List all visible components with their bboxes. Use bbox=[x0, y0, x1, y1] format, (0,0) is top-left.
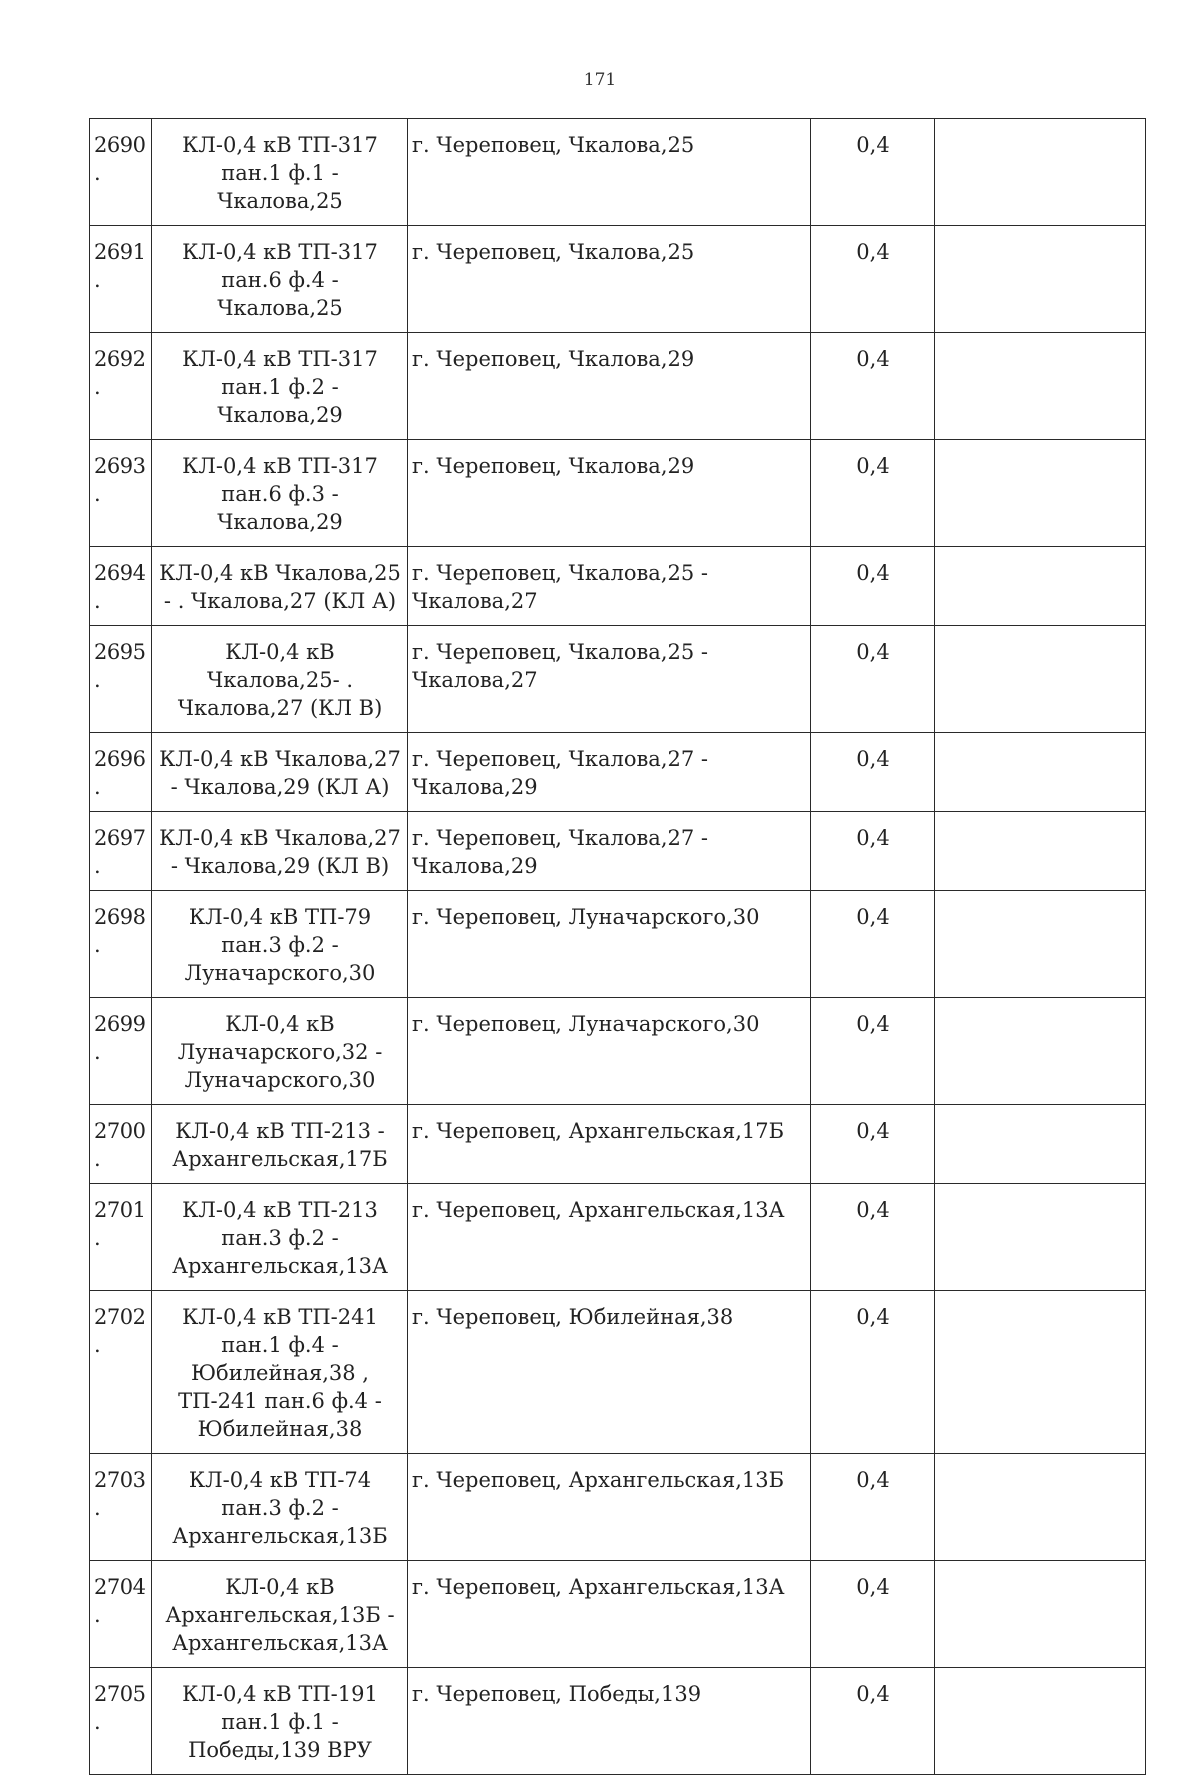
extra-cell bbox=[935, 1291, 1146, 1454]
table-row bbox=[90, 1291, 1146, 1454]
object-name: КЛ-0,4 кВ ТП-213 пан.3 ф.2 - Архангельская,13А bbox=[152, 1184, 408, 1291]
voltage-class: 0,4 bbox=[811, 333, 935, 440]
voltage-class: 0,4 bbox=[811, 1184, 935, 1291]
extra-cell bbox=[935, 440, 1146, 547]
object-name: КЛ-0,4 кВ ТП-241 пан.1 ф.4 - Юбилейная,38 , ТП-241 пан.6 ф.4 - Юбилейная,38 bbox=[152, 1291, 408, 1454]
object-name: КЛ-0,4 кВ ТП-317 пан.1 ф.2 - Чкалова,29 bbox=[152, 333, 408, 440]
table-row bbox=[90, 1561, 1146, 1668]
extra-cell bbox=[935, 119, 1146, 226]
object-name: КЛ-0,4 кВ ТП-213 - Архангельская,17Б bbox=[152, 1105, 408, 1184]
extra-cell bbox=[935, 1561, 1146, 1668]
row-number: 2705. bbox=[90, 1668, 152, 1775]
object-address: г. Череповец, Победы,139 bbox=[408, 1668, 811, 1775]
voltage-class: 0,4 bbox=[811, 1561, 935, 1668]
row-number: 2697. bbox=[90, 812, 152, 891]
extra-cell bbox=[935, 998, 1146, 1105]
table-row bbox=[90, 226, 1146, 333]
voltage-class: 0,4 bbox=[811, 1668, 935, 1775]
extra-cell bbox=[935, 733, 1146, 812]
table-row bbox=[90, 119, 1146, 226]
row-number: 2694. bbox=[90, 547, 152, 626]
row-number: 2691. bbox=[90, 226, 152, 333]
object-name: КЛ-0,4 кВ Архангельская,13Б - Архангельская,13А bbox=[152, 1561, 408, 1668]
row-number: 2693. bbox=[90, 440, 152, 547]
voltage-class: 0,4 bbox=[811, 440, 935, 547]
row-number: 2698. bbox=[90, 891, 152, 998]
table-row bbox=[90, 1105, 1146, 1184]
table-row bbox=[90, 891, 1146, 998]
table-row bbox=[90, 733, 1146, 812]
row-number: 2696. bbox=[90, 733, 152, 812]
object-address: г. Череповец, Чкалова,27 - Чкалова,29 bbox=[408, 812, 811, 891]
voltage-class: 0,4 bbox=[811, 226, 935, 333]
object-address: г. Череповец, Чкалова,25 - Чкалова,27 bbox=[408, 626, 811, 733]
voltage-class: 0,4 bbox=[811, 998, 935, 1105]
row-number: 2695. bbox=[90, 626, 152, 733]
voltage-class: 0,4 bbox=[811, 626, 935, 733]
object-name: КЛ-0,4 кВ ТП-317 пан.6 ф.4 - Чкалова,25 bbox=[152, 226, 408, 333]
table-row bbox=[90, 1454, 1146, 1561]
voltage-class: 0,4 bbox=[811, 547, 935, 626]
object-address: г. Череповец, Архангельская,17Б bbox=[408, 1105, 811, 1184]
extra-cell bbox=[935, 1668, 1146, 1775]
voltage-class: 0,4 bbox=[811, 891, 935, 998]
object-name: КЛ-0,4 кВ Луначарского,32 - Луначарского,30 bbox=[152, 998, 408, 1105]
table-row bbox=[90, 1668, 1146, 1775]
object-name: КЛ-0,4 кВ Чкалова,27 - Чкалова,29 (КЛ В) bbox=[152, 812, 408, 891]
object-name: КЛ-0,4 кВ Чкалова,25 - . Чкалова,27 (КЛ А) bbox=[152, 547, 408, 626]
row-number: 2700. bbox=[90, 1105, 152, 1184]
extra-cell bbox=[935, 1184, 1146, 1291]
object-address: г. Череповец, Чкалова,29 bbox=[408, 440, 811, 547]
table-row bbox=[90, 440, 1146, 547]
row-number: 2692. bbox=[90, 333, 152, 440]
table-row bbox=[90, 333, 1146, 440]
row-number: 2703. bbox=[90, 1454, 152, 1561]
extra-cell bbox=[935, 812, 1146, 891]
object-address: г. Череповец, Чкалова,25 - Чкалова,27 bbox=[408, 547, 811, 626]
cable-lines-table bbox=[89, 118, 1146, 1775]
table-row bbox=[90, 998, 1146, 1105]
row-number: 2701. bbox=[90, 1184, 152, 1291]
object-address: г. Череповец, Чкалова,29 bbox=[408, 333, 811, 440]
object-address: г. Череповец, Юбилейная,38 bbox=[408, 1291, 811, 1454]
page-number: 171 bbox=[583, 70, 617, 90]
row-number: 2704. bbox=[90, 1561, 152, 1668]
table-row bbox=[90, 547, 1146, 626]
object-address: г. Череповец, Чкалова,25 bbox=[408, 226, 811, 333]
object-name: КЛ-0,4 кВ ТП-79 пан.3 ф.2 - Луначарского,30 bbox=[152, 891, 408, 998]
extra-cell bbox=[935, 1105, 1146, 1184]
voltage-class: 0,4 bbox=[811, 1454, 935, 1561]
object-name: КЛ-0,4 кВ Чкалова,27 - Чкалова,29 (КЛ А) bbox=[152, 733, 408, 812]
object-name: КЛ-0,4 кВ ТП-317 пан.6 ф.3 - Чкалова,29 bbox=[152, 440, 408, 547]
object-address: г. Череповец, Чкалова,25 bbox=[408, 119, 811, 226]
row-number: 2690. bbox=[90, 119, 152, 226]
voltage-class: 0,4 bbox=[811, 1291, 935, 1454]
object-name: КЛ-0,4 кВ ТП-191 пан.1 ф.1 - Победы,139 ВРУ bbox=[152, 1668, 408, 1775]
object-address: г. Череповец, Чкалова,27 - Чкалова,29 bbox=[408, 733, 811, 812]
voltage-class: 0,4 bbox=[811, 812, 935, 891]
voltage-class: 0,4 bbox=[811, 119, 935, 226]
object-name: КЛ-0,4 кВ ТП-317 пан.1 ф.1 - Чкалова,25 bbox=[152, 119, 408, 226]
object-name: КЛ-0,4 кВ ТП-74 пан.3 ф.2 - Архангельская,13Б bbox=[152, 1454, 408, 1561]
object-address: г. Череповец, Архангельская,13Б bbox=[408, 1454, 811, 1561]
object-address: г. Череповец, Архангельская,13А bbox=[408, 1561, 811, 1668]
extra-cell bbox=[935, 1454, 1146, 1561]
row-number: 2702. bbox=[90, 1291, 152, 1454]
object-name: КЛ-0,4 кВ Чкалова,25- . Чкалова,27 (КЛ В) bbox=[152, 626, 408, 733]
voltage-class: 0,4 bbox=[811, 733, 935, 812]
voltage-class: 0,4 bbox=[811, 1105, 935, 1184]
object-address: г. Череповец, Луначарского,30 bbox=[408, 998, 811, 1105]
extra-cell bbox=[935, 626, 1146, 733]
table-row bbox=[90, 1184, 1146, 1291]
extra-cell bbox=[935, 891, 1146, 998]
extra-cell bbox=[935, 547, 1146, 626]
extra-cell bbox=[935, 226, 1146, 333]
table-row bbox=[90, 812, 1146, 891]
table-row bbox=[90, 626, 1146, 733]
extra-cell bbox=[935, 333, 1146, 440]
object-address: г. Череповец, Архангельская,13А bbox=[408, 1184, 811, 1291]
row-number: 2699. bbox=[90, 998, 152, 1105]
object-address: г. Череповец, Луначарского,30 bbox=[408, 891, 811, 998]
